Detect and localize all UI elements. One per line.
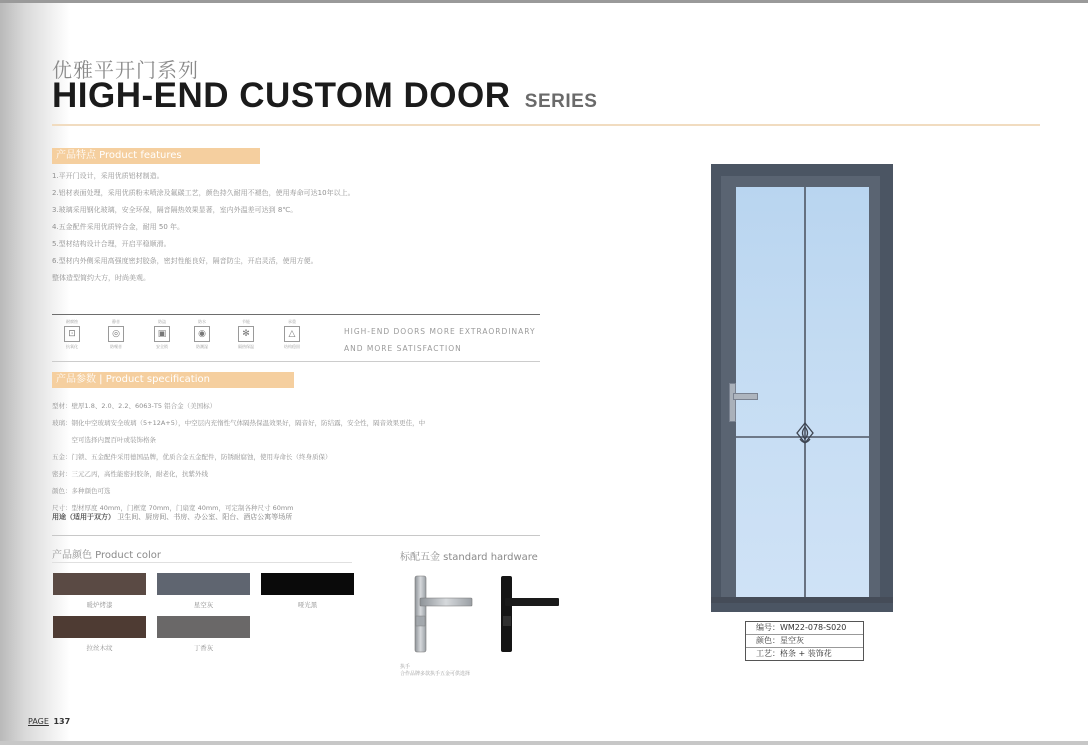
slogan-line: AND MORE SATISFACTION: [344, 344, 462, 353]
specs-list: [52, 398, 542, 517]
color-swatch[interactable]: [53, 573, 146, 595]
paragraph-line: 1.平开门设计，采用优质铝材制造。: [52, 172, 164, 180]
feature-sub: 抗氧化: [66, 344, 78, 349]
top-edge: [0, 0, 1088, 3]
color-swatch[interactable]: [261, 573, 354, 595]
feature-label: 节能: [242, 319, 250, 324]
color-swatch[interactable]: [157, 616, 250, 638]
title-divider: [52, 124, 1040, 126]
feature-item: [52, 319, 92, 349]
page-title: [52, 76, 597, 116]
bottom-edge: [0, 741, 1088, 745]
spec-line: 玻璃：钢化中空玻璃安全玻璃（5+12A+5），中空层内充惰性气体隔热保温效果好，隔音好，防结露，安全性，隔音效果更佳，中: [52, 419, 426, 427]
feature-sub: 隔热保温: [238, 344, 254, 349]
paragraph-line: 6.型材内外侧采用高强度密封胶条，密封性能良好，隔音防尘，开启灵活，使用方便。: [52, 257, 318, 265]
hardware-heading: 标配五金 standard hardware: [400, 552, 538, 563]
page-number: [28, 717, 70, 726]
usage-text: 卫生间、厨房间、书房、办公室、阳台、酒店公寓等场所: [117, 513, 293, 521]
product-color-heading: 产品颜色 Product color: [52, 550, 161, 561]
color-divider: [52, 562, 352, 563]
spec-line: 尺寸：型材厚度 40mm，门框宽 70mm，门扇宽 40mm，可定制各种尺寸 60mm: [52, 504, 294, 512]
feature-label: 耐腐蚀: [66, 319, 78, 324]
door-handle-plate: [729, 383, 736, 422]
swatch-label: 丁香灰: [193, 644, 214, 652]
color-swatch[interactable]: [53, 616, 146, 638]
section-divider: [52, 535, 540, 536]
feature-item: [142, 319, 182, 349]
feature-icons-row: [52, 314, 540, 362]
title-chinese: 优雅平开门系列: [52, 58, 199, 82]
door-craft: 工艺：格条 + 装饰花: [756, 649, 832, 658]
spec-line: 空可选择内置百叶或装饰格条: [52, 436, 156, 444]
slogan-line: HIGH-END DOORS MORE EXTRAORDINARY: [344, 327, 536, 336]
feature-label: 承重: [288, 319, 296, 324]
door-sill: [711, 597, 893, 603]
page-prefix: PAGE: [28, 717, 49, 726]
door-code: 编号：WM22-078-S020: [746, 622, 863, 635]
hardware-note: [400, 664, 470, 678]
feature-sub: 防潮湿: [196, 344, 208, 349]
title-english: HIGH-END CUSTOM DOOR: [52, 76, 511, 115]
feature-sub: 安全锁: [156, 344, 168, 349]
feature-label: 防水: [198, 319, 206, 324]
feature-item: [272, 319, 312, 349]
paragraph-line: 整体造型简约大方，时尚美观。: [52, 274, 150, 282]
page-number-value: 137: [53, 717, 71, 726]
specs-section-label: 产品参数 | Product specification: [52, 372, 294, 388]
door-handle-lever[interactable]: [733, 393, 758, 400]
hardware-note-text: 合作品牌多款执手五金可供选择: [400, 671, 471, 677]
snowflake-icon: ✻: [238, 326, 254, 342]
feature-item: [226, 319, 266, 349]
feature-label: 防盗: [158, 319, 166, 324]
feature-item: [182, 319, 222, 349]
paragraph-line: 4.五金配件采用优质锌合金，耐用 50 年。: [52, 223, 185, 231]
swatch-label: 拉丝木纹: [86, 644, 113, 652]
paragraph-line: 3.玻璃采用钢化玻璃，安全环保，隔音隔热效果显著，室内外温差可达到 8℃。: [52, 206, 298, 214]
feature-sub: 防噪音: [110, 344, 122, 349]
decorative-grille: [736, 187, 869, 597]
title-series: SERIES: [524, 91, 598, 112]
usage-label: 用途（适用于双方）: [52, 513, 115, 521]
swatch-label: 哑光黑: [297, 601, 318, 609]
shield-icon: ⊡: [64, 326, 80, 342]
lock-icon: ▣: [154, 326, 170, 342]
sound-icon: ◎: [108, 326, 124, 342]
silver-handle: [415, 576, 472, 652]
swatch-label: 星空灰: [193, 601, 214, 609]
spec-line: 颜色：多种颜色可选: [52, 487, 111, 495]
color-swatch[interactable]: [157, 573, 250, 595]
spec-line: 型材：壁厚1.8、2.0、2.2、6063-T5 铝合金（美国标）: [52, 402, 217, 410]
spec-line: 密封：三元乙丙，高性能密封胶条，耐老化，抗紫外线: [52, 470, 208, 478]
door-color: 颜色：星空灰: [746, 635, 863, 648]
hardware-note-title: 执手: [400, 664, 411, 670]
spec-line: 五金：门锁、五金配件采用德国品牌，优质合金五金配件，防锈耐腐蚀，使用寿命长（终身质保）: [52, 453, 332, 461]
feature-item: [96, 319, 136, 349]
triangle-icon: △: [284, 326, 300, 342]
swatch-label: 暖炉烤漆: [86, 601, 113, 609]
paragraph-line: 5.型材结构设计合理，开启平稳顺滑。: [52, 240, 171, 248]
feature-sub: 结构稳固: [284, 344, 300, 349]
feature-label: 静音: [112, 319, 120, 324]
usage-line: [52, 512, 292, 522]
features-paragraphs: [52, 168, 532, 287]
feature-slogan: [344, 323, 536, 357]
door-handles-image: [400, 570, 570, 660]
features-section-label: 产品特点 Product features: [52, 148, 260, 164]
water-icon: ◉: [194, 326, 210, 342]
door-info-table: [745, 621, 864, 661]
paragraph-line: 2.铝材表面处理，采用优质粉末喷涂及氟碳工艺，颜色持久耐用不褪色，使用寿命可达10年以上。: [52, 189, 355, 197]
black-handle: [501, 576, 559, 652]
